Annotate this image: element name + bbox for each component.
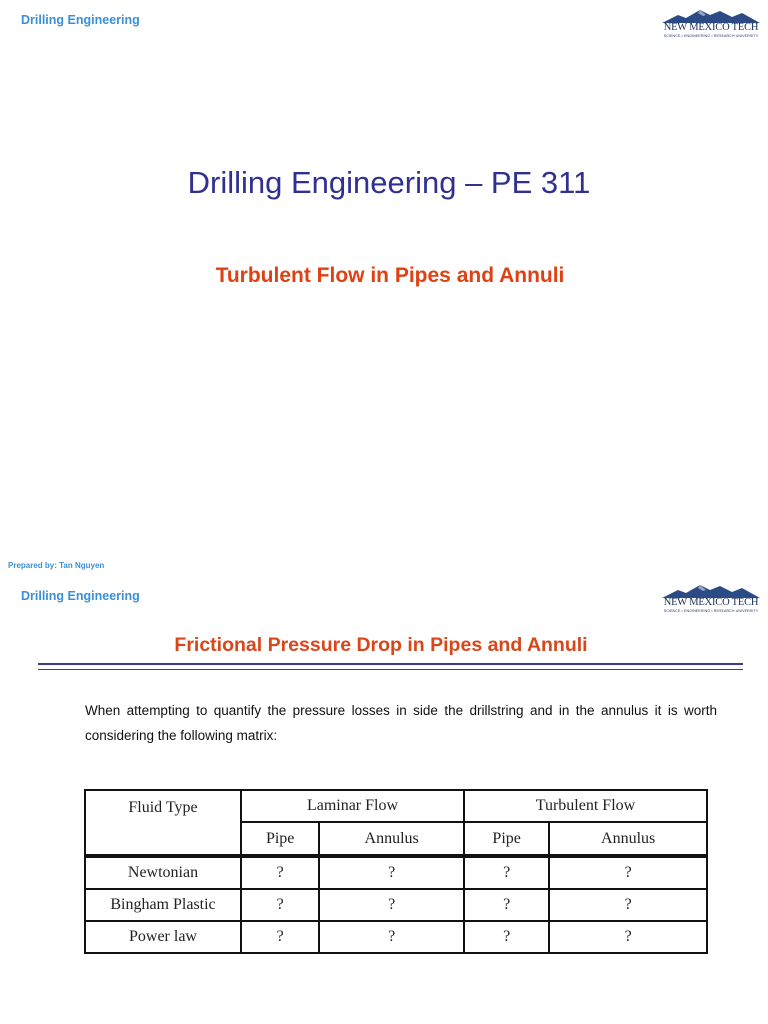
fluid-type-header: Fluid Type (85, 790, 241, 856)
mountain-icon (660, 584, 762, 598)
table-row (85, 921, 707, 953)
logo-tagline: SCIENCE • ENGINEERING • RESEARCH UNIVERSITY (663, 34, 759, 38)
sub-header-laminar-annulus: Annulus (319, 822, 464, 856)
header-label: Drilling Engineering (21, 589, 140, 603)
sub-header-laminar-pipe: Pipe (241, 822, 319, 856)
fluid-name: Newtonian (85, 856, 241, 889)
fluid-name: Power law (85, 921, 241, 953)
content-slide (0, 580, 768, 1024)
table-cell: ? (241, 856, 319, 889)
table-cell: ? (241, 921, 319, 953)
new-mexico-tech-logo (660, 584, 762, 618)
table-row (85, 889, 707, 921)
table-cell: ? (549, 921, 707, 953)
logo-name: NEW MEXICO TECH (663, 597, 759, 608)
turbulent-flow-header: Turbulent Flow (464, 790, 707, 822)
table-row (85, 856, 707, 889)
fluid-name: Bingham Plastic (85, 889, 241, 921)
subtitle: Turbulent Flow in Pipes and Annuli (215, 264, 565, 287)
table-cell: ? (319, 921, 464, 953)
header-label: Drilling Engineering (21, 13, 140, 27)
logo-tagline: SCIENCE • ENGINEERING • RESEARCH UNIVERSITY (663, 609, 759, 613)
table-cell: ? (319, 856, 464, 889)
table-cell: ? (241, 889, 319, 921)
table-cell: ? (464, 889, 549, 921)
preparer-credit: Prepared by: Tan Nguyen (8, 561, 105, 570)
mountain-icon (660, 9, 762, 23)
flow-matrix-table (84, 789, 708, 954)
table-cell: ? (549, 889, 707, 921)
new-mexico-tech-logo (660, 9, 762, 43)
laminar-flow-header: Laminar Flow (241, 790, 464, 822)
table-cell: ? (549, 856, 707, 889)
table-cell: ? (464, 856, 549, 889)
table-cell: ? (319, 889, 464, 921)
title-divider (38, 663, 743, 670)
intro-paragraph: When attempting to quantify the pressure losses in side the drillstring and in the annulus it is worth considering the following matrix: (85, 703, 717, 743)
logo-name: NEW MEXICO TECH (663, 22, 759, 33)
sub-header-turbulent-pipe: Pipe (464, 822, 549, 856)
table-cell: ? (464, 921, 549, 953)
sub-header-turbulent-annulus: Annulus (549, 822, 707, 856)
slide-title: Frictional Pressure Drop in Pipes and Annuli (174, 634, 588, 656)
course-title: Drilling Engineering – PE 311 (187, 165, 591, 200)
